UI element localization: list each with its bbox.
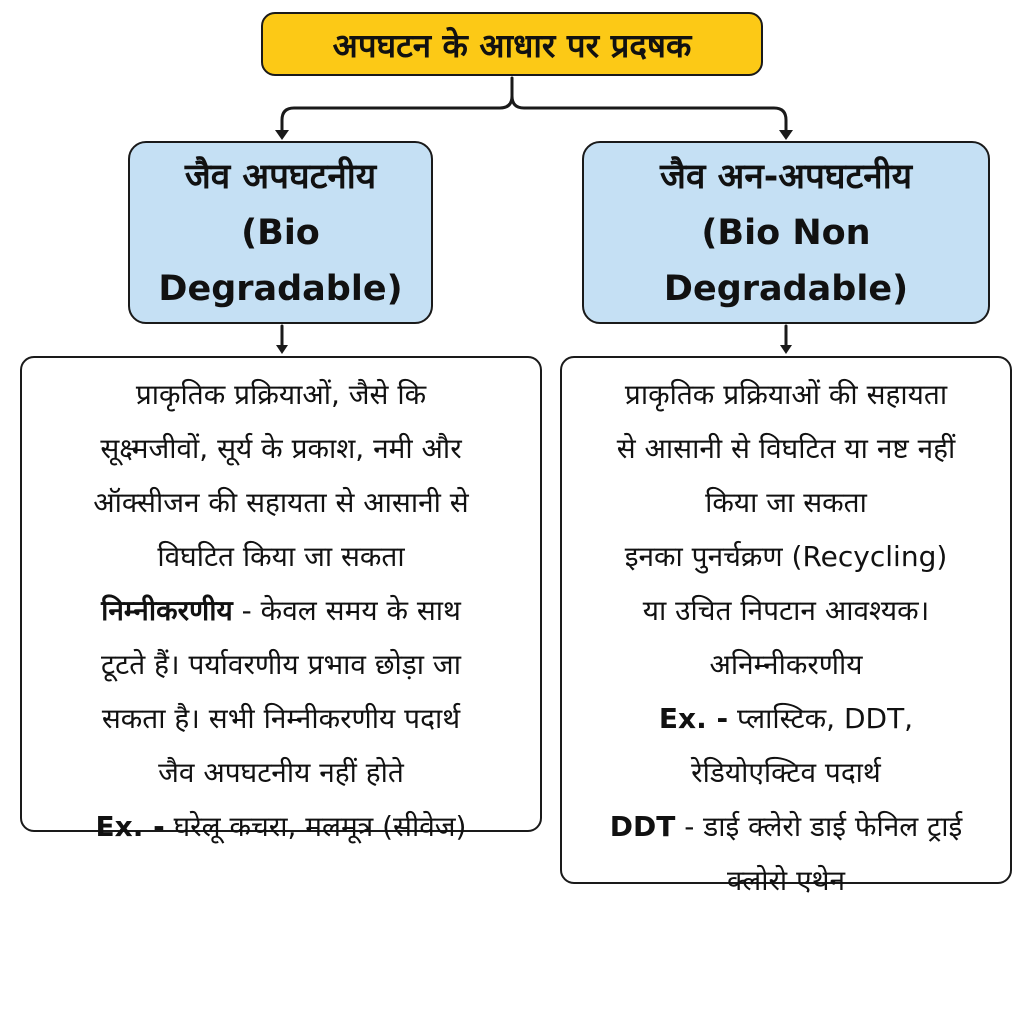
- category-heading-line: जैव अपघटनीय: [184, 156, 377, 197]
- description-line: प्राकृतिक प्रक्रियाओं की सहायता: [624, 378, 948, 411]
- description-line: रेडियोएक्टिव पदार्थ: [691, 756, 881, 789]
- term-label: DDT: [609, 810, 676, 843]
- category-heading-line: (Bio Non: [701, 212, 871, 253]
- description-line: निम्नीकरणीय - केवल समय के साथ: [101, 594, 461, 627]
- description-line: प्राकृतिक प्रक्रियाओं, जैसे कि: [135, 378, 427, 411]
- description-line: टूटते हैं। पर्यावरणीय प्रभाव छोड़ा जा: [101, 648, 461, 681]
- arrow-down-icon: [276, 345, 288, 354]
- category-heading-line: जैव अन-अपघटनीय: [659, 156, 913, 197]
- description-line: सकता है। सभी निम्नीकरणीय पदार्थ: [101, 702, 461, 735]
- description-line: अनिम्नीकरणीय: [709, 648, 863, 681]
- example-label: Ex. -: [95, 810, 165, 843]
- diagram-title: अपघटन के आधार पर प्रदषक: [332, 25, 692, 65]
- example-line: Ex. - प्लास्टिक, DDT,: [658, 702, 914, 735]
- description-line: किया जा सकता: [705, 486, 867, 519]
- category-biodegradable: [128, 141, 433, 324]
- arrow-down-icon: [779, 130, 793, 140]
- description-line: क्लोरो एथेन: [726, 864, 846, 897]
- category-heading-line: Degradable): [158, 268, 403, 309]
- category-heading-line: (Bio: [241, 212, 320, 253]
- description-line: ऑक्सीजन की सहायता से आसानी से: [93, 486, 469, 519]
- description-non-biodegradable: [560, 356, 1012, 897]
- description-line: सूक्ष्मजीवों, सूर्य के प्रकाश, नमी और: [100, 432, 462, 465]
- description-line: जैव अपघटनीय नहीं होते: [158, 756, 404, 789]
- term-label: निम्नीकरणीय: [101, 594, 233, 627]
- diagram-title-box: [261, 12, 763, 76]
- example-line: Ex. - घरेलू कचरा, मलमूत्र (सीवेज): [95, 810, 467, 843]
- category-non-biodegradable: [582, 141, 990, 324]
- arrow-down-icon: [275, 130, 289, 140]
- description-line: विघटित किया जा सकता: [157, 540, 405, 573]
- category-heading-line: Degradable): [663, 268, 909, 309]
- definition-line: DDT - डाई क्लेरो डाई फेनिल ट्राई: [609, 810, 963, 843]
- example-label: Ex. -: [658, 702, 729, 735]
- description-line: या उचित निपटान आवश्यक।: [642, 594, 930, 627]
- description-line: इनका पुनर्चक्रण (Recycling): [624, 540, 948, 573]
- description-biodegradable: [20, 356, 542, 843]
- description-line: से आसानी से विघटित या नष्ट नहीं: [616, 432, 956, 465]
- arrow-down-icon: [780, 345, 792, 354]
